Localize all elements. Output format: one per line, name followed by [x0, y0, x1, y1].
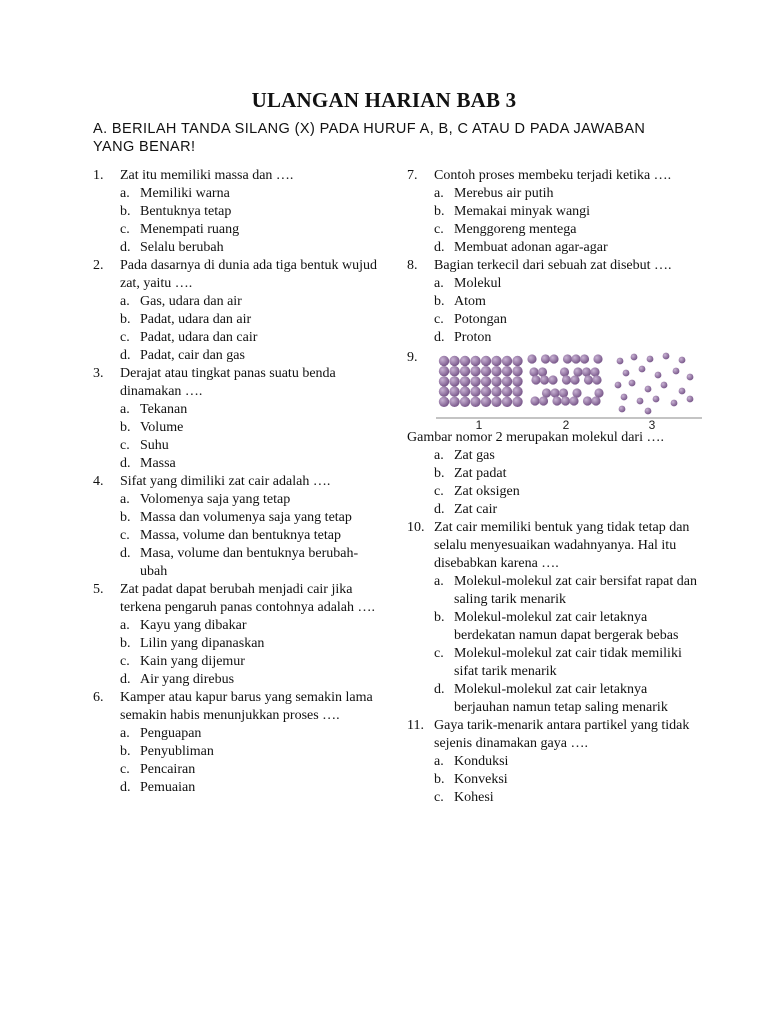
- option-text: Pemuaian: [140, 780, 196, 795]
- option-list: [434, 573, 697, 717]
- liquid-molecule: [560, 367, 569, 376]
- option-letter: d.: [120, 546, 131, 561]
- answer-option: [120, 491, 378, 509]
- page-title: ULANGAN HARIAN BAB 3: [251, 88, 517, 112]
- option-text: Zat padat: [454, 466, 507, 481]
- gas-molecule: [637, 398, 644, 405]
- option-letter: a.: [434, 186, 444, 201]
- answer-option: [434, 573, 697, 609]
- question-text: Sifat yang dimiliki zat cair adalah ….: [120, 474, 331, 489]
- option-list: [434, 753, 697, 807]
- question-item: [93, 257, 378, 365]
- solid-molecule: [439, 376, 449, 386]
- answer-option: [120, 779, 378, 797]
- answer-option: [434, 681, 697, 717]
- answer-option: [434, 239, 697, 257]
- option-letter: b.: [434, 772, 445, 787]
- solid-molecule: [481, 397, 491, 407]
- answer-option: [120, 743, 378, 761]
- question-number: 7.: [407, 168, 418, 183]
- question-text: Zat itu memiliki massa dan ….: [120, 168, 294, 183]
- option-text: Molekul: [454, 276, 502, 291]
- option-letter: c.: [120, 330, 130, 345]
- question-text: Bagian terkecil dari sebuah zat disebut ….: [434, 258, 672, 273]
- question-text: Pada dasarnya di dunia ada tiga bentuk wujud zat, yaitu ….: [120, 258, 377, 291]
- option-text: Masa, volume dan bentuknya berubah-ubah: [140, 546, 359, 579]
- answer-option: [434, 609, 697, 645]
- option-text: Kohesi: [454, 790, 494, 805]
- option-letter: a.: [434, 574, 444, 589]
- question-text: Derajat atau tingkat panas suatu benda dinamakan ….: [120, 366, 336, 399]
- question-number: 5.: [93, 582, 104, 597]
- liquid-molecule: [542, 388, 551, 397]
- answer-option: [434, 185, 697, 203]
- option-text: Konduksi: [454, 754, 509, 769]
- liquid-molecule: [563, 354, 572, 363]
- liquid-molecule: [539, 396, 548, 405]
- option-list: [434, 275, 697, 347]
- liquid-molecule: [594, 388, 603, 397]
- option-list: [434, 447, 697, 519]
- liquid-molecule: [540, 375, 549, 384]
- answer-option: [120, 185, 378, 203]
- option-text: Proton: [454, 330, 492, 345]
- option-text: Lilin yang dipanaskan: [140, 636, 265, 651]
- question-text: Gaya tarik-menarik antara partikel yang tidak sejenis dinamakan gaya ….: [434, 718, 690, 751]
- option-text: Kayu yang dibakar: [140, 618, 247, 633]
- liquid-molecule: [538, 367, 547, 376]
- option-letter: b.: [434, 204, 445, 219]
- solid-molecule: [481, 366, 491, 376]
- solid-molecule: [449, 366, 459, 376]
- answer-option: [434, 221, 697, 239]
- option-letter: a.: [120, 294, 130, 309]
- solid-molecule: [502, 356, 512, 366]
- option-letter: a.: [120, 186, 130, 201]
- question-number: 11.: [407, 718, 424, 733]
- gas-molecule: [687, 396, 694, 403]
- liquid-molecule: [531, 375, 540, 384]
- answer-option: [120, 401, 378, 419]
- solid-molecule: [470, 376, 480, 386]
- question-item: [93, 473, 378, 581]
- figure-label: 3: [648, 418, 656, 429]
- left-column: [93, 167, 378, 797]
- option-list: [120, 401, 378, 473]
- solid-molecule: [439, 397, 449, 407]
- answer-option: [434, 501, 697, 519]
- option-list: [120, 725, 378, 797]
- option-letter: c.: [120, 438, 130, 453]
- question-number: 1.: [93, 168, 104, 183]
- option-text: Tekanan: [140, 402, 188, 417]
- question-item: [407, 717, 697, 807]
- answer-option: [120, 239, 378, 257]
- gas-molecule: [679, 357, 686, 364]
- answer-option: [120, 311, 378, 329]
- solid-molecule: [460, 397, 470, 407]
- liquid-molecule: [552, 396, 561, 405]
- question-number: 2.: [93, 258, 104, 273]
- option-letter: d.: [120, 672, 131, 687]
- answer-option: [434, 203, 697, 221]
- liquid-molecule: [530, 396, 539, 405]
- option-text: Molekul-molekul zat cair tidak memiliki sifat tarik menarik: [454, 646, 682, 679]
- answer-option: [120, 761, 378, 779]
- option-letter: b.: [434, 466, 445, 481]
- liquid-molecule: [584, 375, 593, 384]
- answer-option: [120, 419, 378, 437]
- answer-option: [120, 509, 378, 527]
- solid-molecule: [491, 386, 501, 396]
- solid-molecule: [460, 376, 470, 386]
- option-letter: d.: [434, 682, 445, 697]
- answer-option: [120, 617, 378, 635]
- solid-molecule: [460, 356, 470, 366]
- liquid-molecule: [549, 354, 558, 363]
- liquid-molecule: [541, 354, 550, 363]
- solid-molecule: [470, 366, 480, 376]
- option-letter: c.: [120, 528, 130, 543]
- option-text: Potongan: [454, 312, 507, 327]
- liquid-molecule: [592, 375, 601, 384]
- solid-molecule: [512, 386, 522, 396]
- liquid-molecule: [583, 396, 592, 405]
- question-item: [407, 349, 697, 519]
- solid-molecule: [439, 386, 449, 396]
- option-text: Zat oksigen: [454, 484, 520, 499]
- option-list: [434, 185, 697, 257]
- answer-option: [434, 293, 697, 311]
- option-text: Volume: [140, 420, 184, 435]
- option-text: Selalu berubah: [140, 240, 224, 255]
- answer-option: [434, 447, 697, 465]
- option-text: Zat gas: [454, 448, 495, 463]
- answer-option: [434, 771, 697, 789]
- option-list: [120, 185, 378, 257]
- instructions: A. BERILAH TANDA SILANG (X) PADA HURUF A, B, C ATAU D PADA JAWABAN YANG BENAR!: [93, 121, 646, 155]
- option-text: Zat cair: [454, 502, 498, 517]
- option-letter: a.: [434, 276, 444, 291]
- option-text: Merebus air putih: [454, 186, 554, 201]
- solid-molecule: [502, 366, 512, 376]
- answer-option: [434, 789, 697, 807]
- option-letter: b.: [120, 744, 131, 759]
- option-text: Padat, udara dan cair: [140, 330, 258, 345]
- option-letter: b.: [120, 510, 131, 525]
- option-text: Molekul-molekul zat cair letaknya berjauhan namun tetap saling menarik: [454, 682, 668, 715]
- option-letter: a.: [120, 726, 130, 741]
- liquid-molecule: [548, 375, 557, 384]
- liquid-molecule: [569, 396, 578, 405]
- answer-option: [120, 527, 378, 545]
- question-item: [93, 581, 378, 689]
- figure-label: 1: [475, 418, 483, 429]
- gas-molecule: [661, 382, 668, 389]
- question-text: Contoh proses membeku terjadi ketika ….: [434, 168, 672, 183]
- molecule-figure: [434, 349, 704, 429]
- solid-molecule: [439, 366, 449, 376]
- gas-molecule: [639, 366, 646, 373]
- liquid-molecule: [573, 367, 582, 376]
- option-text: Penguapan: [140, 726, 202, 741]
- solid-molecule: [449, 386, 459, 396]
- option-letter: c.: [434, 484, 444, 499]
- question-text: Zat padat dapat berubah menjadi cair jika terkena pengaruh panas contohnya adalah ….: [120, 582, 376, 615]
- option-list: [120, 293, 378, 365]
- option-text: Massa, volume dan bentuknya tetap: [140, 528, 342, 543]
- question-item: [93, 689, 378, 797]
- option-text: Suhu: [140, 438, 169, 453]
- liquid-molecule: [562, 375, 571, 384]
- option-text: Massa: [140, 456, 176, 471]
- option-letter: d.: [120, 240, 131, 255]
- question-text: Zat cair memiliki bentuk yang tidak tetap dan selalu menyesuaikan wadahnyanya. Hal itu disebabkan karena ….: [434, 520, 690, 571]
- liquid-molecule: [591, 396, 600, 405]
- option-text: Memakai minyak wangi: [454, 204, 591, 219]
- liquid-molecule: [580, 354, 589, 363]
- question-item: [93, 365, 378, 473]
- option-letter: c.: [434, 790, 444, 805]
- question-item: [93, 167, 378, 257]
- solid-molecule: [502, 397, 512, 407]
- option-text: Massa dan volumenya saja yang tetap: [140, 510, 352, 525]
- solid-molecule: [439, 356, 449, 366]
- question-number: 8.: [407, 258, 418, 273]
- solid-molecule: [491, 356, 501, 366]
- option-letter: a.: [120, 402, 130, 417]
- solid-molecule: [481, 386, 491, 396]
- gas-molecule: [619, 406, 626, 413]
- gas-molecule: [617, 358, 624, 365]
- liquid-molecule: [527, 354, 536, 363]
- option-letter: d.: [434, 330, 445, 345]
- option-text: Padat, udara dan air: [140, 312, 252, 327]
- option-text: Bentuknya tetap: [140, 204, 232, 219]
- answer-option: [434, 645, 697, 681]
- option-text: Padat, cair dan gas: [140, 348, 245, 363]
- liquid-molecule: [571, 354, 580, 363]
- option-letter: b.: [120, 312, 131, 327]
- liquid-molecule: [529, 367, 538, 376]
- answer-option: [120, 455, 378, 473]
- solid-molecule: [470, 397, 480, 407]
- molecule-diagram: [434, 349, 704, 429]
- option-text: Gas, udara dan air: [140, 294, 242, 309]
- question-text: Gambar nomor 2 merupakan molekul dari ….: [407, 430, 664, 445]
- option-letter: d.: [120, 780, 131, 795]
- gas-molecule: [671, 400, 678, 407]
- answer-option: [434, 311, 697, 329]
- gas-molecule: [645, 408, 652, 415]
- liquid-molecule: [561, 396, 570, 405]
- answer-option: [120, 725, 378, 743]
- question-item: [407, 519, 697, 717]
- question-number: 10.: [407, 520, 425, 535]
- gas-molecule: [629, 380, 636, 387]
- question-number: 6.: [93, 690, 104, 705]
- option-letter: d.: [120, 348, 131, 363]
- solid-molecule: [481, 356, 491, 366]
- answer-option: [120, 221, 378, 239]
- solid-molecule: [512, 366, 522, 376]
- liquid-molecule: [550, 388, 559, 397]
- liquid-molecule: [570, 375, 579, 384]
- solid-molecule: [502, 376, 512, 386]
- option-text: Atom: [454, 294, 486, 309]
- option-letter: d.: [434, 240, 445, 255]
- solid-molecule: [470, 356, 480, 366]
- option-letter: b.: [120, 420, 131, 435]
- question-item: [407, 257, 697, 347]
- answer-option: [120, 293, 378, 311]
- gas-molecule: [631, 354, 638, 361]
- question-item: [407, 167, 697, 257]
- answer-option: [120, 653, 378, 671]
- option-letter: c.: [434, 312, 444, 327]
- question-number: 9.: [407, 350, 418, 365]
- gas-molecule: [653, 396, 660, 403]
- answer-option: [434, 329, 697, 347]
- answer-option: [434, 275, 697, 293]
- answer-option: [120, 347, 378, 365]
- option-letter: c.: [120, 654, 130, 669]
- figure-label: 2: [562, 418, 570, 429]
- answer-option: [120, 671, 378, 689]
- option-text: Memiliki warna: [140, 186, 230, 201]
- question-number: 3.: [93, 366, 104, 381]
- solid-molecule: [481, 376, 491, 386]
- gas-molecule: [645, 386, 652, 393]
- gas-molecule: [655, 372, 662, 379]
- option-letter: c.: [120, 222, 130, 237]
- gas-molecule: [623, 370, 630, 377]
- option-text: Penyubliman: [140, 744, 214, 759]
- solid-molecule: [491, 366, 501, 376]
- solid-molecule: [502, 386, 512, 396]
- option-letter: a.: [120, 492, 130, 507]
- solid-molecule: [512, 356, 522, 366]
- question-text: Kamper atau kapur barus yang semakin lama semakin habis menunjukkan proses ….: [120, 690, 373, 723]
- solid-molecule: [491, 397, 501, 407]
- liquid-molecule: [559, 388, 568, 397]
- option-letter: d.: [120, 456, 131, 471]
- solid-molecule: [460, 386, 470, 396]
- option-text: Kain yang dijemur: [140, 654, 245, 669]
- answer-option: [434, 753, 697, 771]
- option-letter: a.: [120, 618, 130, 633]
- gas-molecule: [615, 382, 622, 389]
- gas-molecule: [679, 388, 686, 395]
- option-text: Volomenya saja yang tetap: [140, 492, 291, 507]
- option-text: Menggoreng mentega: [454, 222, 577, 237]
- gas-molecule: [621, 394, 628, 401]
- solid-molecule: [491, 376, 501, 386]
- question-number: 4.: [93, 474, 104, 489]
- liquid-molecule: [590, 367, 599, 376]
- option-text: Konveksi: [454, 772, 508, 787]
- liquid-molecule: [572, 388, 581, 397]
- solid-molecule: [470, 386, 480, 396]
- option-text: Pencairan: [140, 762, 196, 777]
- solid-molecule: [449, 397, 459, 407]
- option-text: Air yang direbus: [140, 672, 235, 687]
- answer-option: [120, 545, 378, 581]
- gas-molecule: [687, 374, 694, 381]
- gas-molecule: [647, 356, 654, 363]
- option-list: [120, 491, 378, 581]
- answer-option: [120, 203, 378, 221]
- option-letter: b.: [434, 610, 445, 625]
- gas-molecule: [663, 353, 670, 360]
- option-letter: a.: [434, 448, 444, 463]
- option-text: Menempati ruang: [140, 222, 240, 237]
- option-letter: c.: [434, 222, 444, 237]
- liquid-molecule: [593, 354, 602, 363]
- option-letter: c.: [120, 762, 130, 777]
- answer-option: [434, 465, 697, 483]
- option-letter: d.: [434, 502, 445, 517]
- solid-molecule: [512, 397, 522, 407]
- option-list: [120, 617, 378, 689]
- answer-option: [434, 483, 697, 501]
- option-letter: b.: [120, 204, 131, 219]
- answer-option: [120, 329, 378, 347]
- option-letter: c.: [434, 646, 444, 661]
- option-letter: a.: [434, 754, 444, 769]
- solid-molecule: [460, 366, 470, 376]
- option-letter: b.: [120, 636, 131, 651]
- answer-option: [120, 437, 378, 455]
- option-letter: b.: [434, 294, 445, 309]
- solid-molecule: [512, 376, 522, 386]
- liquid-molecule: [582, 367, 591, 376]
- right-column: [407, 167, 697, 807]
- option-text: Molekul-molekul zat cair bersifat rapat dan saling tarik menarik: [454, 574, 697, 607]
- solid-molecule: [449, 356, 459, 366]
- option-text: Membuat adonan agar-agar: [454, 240, 608, 255]
- gas-molecule: [673, 368, 680, 375]
- solid-molecule: [449, 376, 459, 386]
- option-text: Molekul-molekul zat cair letaknya berdekatan namun dapat bergerak bebas: [454, 610, 679, 643]
- answer-option: [120, 635, 378, 653]
